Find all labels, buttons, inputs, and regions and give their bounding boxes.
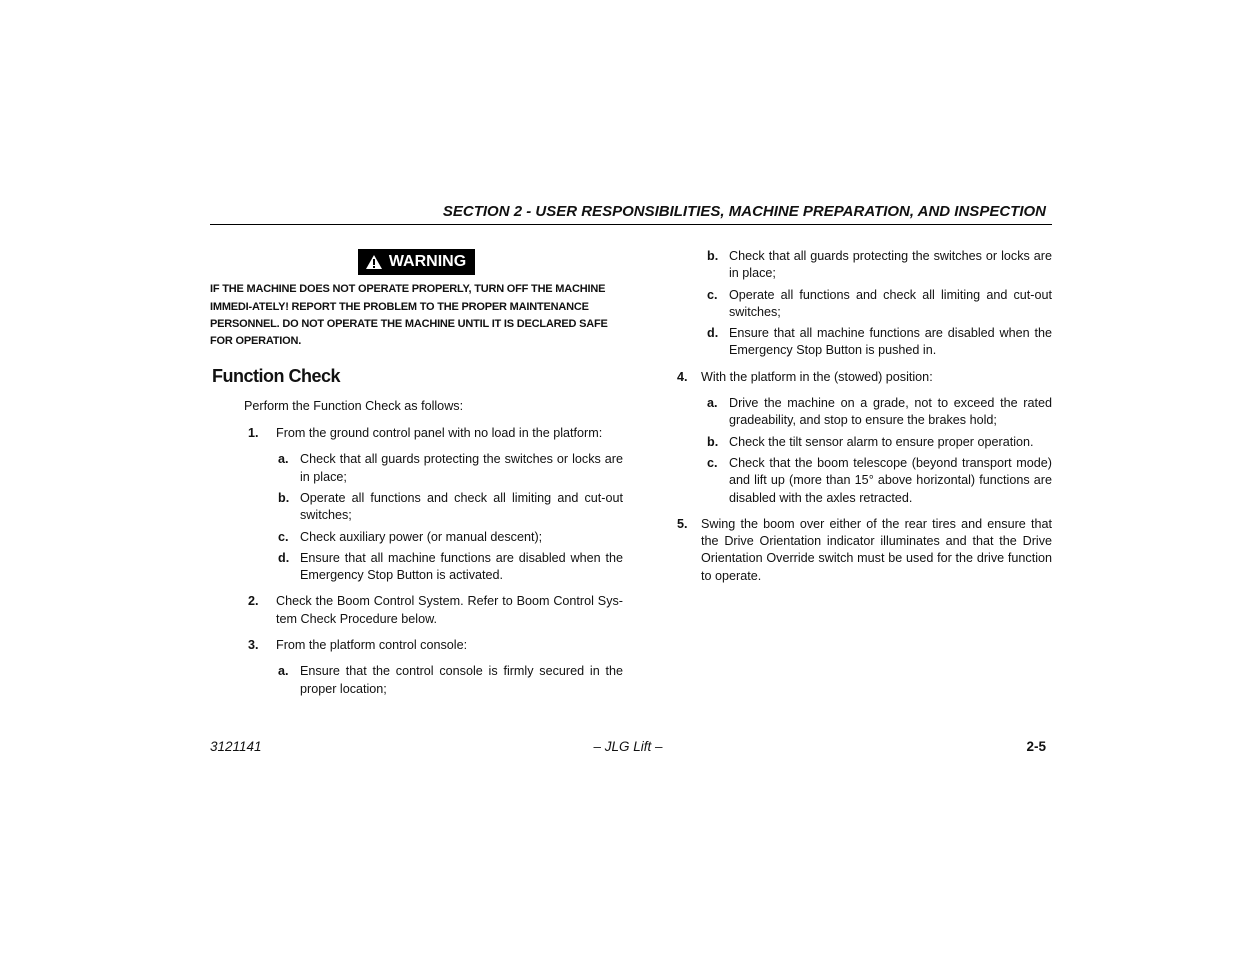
page-footer [210,739,1046,759]
substep [210,529,623,546]
substep-letter: c. [278,529,289,544]
substep-text: Drive the machine on a grade, not to exceed the rated gradeability, and stop to ensure the brakes hold; [729,396,1052,428]
substep-letter: d. [707,326,719,341]
substep [677,287,1052,322]
footer-brand: – JLG Lift – [593,739,663,754]
step-number: 5. [677,516,688,531]
substep-text: Ensure that all machine functions are disabled when the Emergency Stop Button is activated. [300,550,623,583]
step-number: 2. [248,594,259,609]
step-text: Check the Boom Control System. Refer to Boom Control Sys-tem Check Procedure below. [276,594,623,626]
intro-text: Perform the Function Check as follows: [244,398,464,413]
right-column [677,248,1052,594]
substep [210,490,623,525]
substep-letter: a. [278,452,289,467]
step-1-substeps [210,451,623,584]
substep-text: Check the tilt sensor alarm to ensure proper operation. [729,434,1034,449]
substep-letter: c. [707,287,718,302]
warning-label: WARNING [388,253,467,271]
step-text: From the ground control panel with no load in the platform: [276,426,603,441]
step-4 [677,369,1052,386]
step-2 [210,593,623,628]
step-3-substeps-right [677,248,1052,360]
substep-letter: b. [278,490,290,505]
substep [210,451,623,486]
step-number: 1. [248,426,259,441]
warning-triangle-icon [365,254,383,270]
substep-text: Operate all functions and check all limiting and cut-out switches; [300,490,623,523]
section-header [210,203,1052,225]
warning-badge [358,249,475,275]
substep [210,663,623,698]
step-3 [210,637,623,654]
left-column [210,248,623,707]
step-text: From the platform control console: [276,638,468,653]
step-text: With the platform in the (stowed) position: [701,369,933,384]
substep [677,248,1052,283]
substep-letter: b. [707,249,719,263]
step-1 [210,425,623,442]
substep-letter: a. [278,664,289,679]
substep-text: Check that all guards protecting the switches or locks are in place; [729,249,1052,281]
step-3-substeps-left [210,663,623,698]
substep [210,550,623,585]
substep-text: Check that all guards protecting the switches or locks are in place; [300,452,623,484]
substep-letter: a. [707,396,718,411]
document-number: 3121141 [210,739,262,754]
substep-letter: c. [707,455,718,470]
step-4-substeps [677,395,1052,507]
substep [677,434,1052,451]
page-number: 2-5 [1026,739,1046,754]
warning-text: IF THE MACHINE DOES NOT OPERATE PROPERLY, TURN OFF THE MACHINE IMMEDI-ATELY! REPORT THE PROBLEM TO THE PROPER MAINTENANCE PERSONNEL. DO NOT OPERATE THE MACHINE UNTIL IT IS DECLARED SAFE FOR OPERATION. [210,283,608,348]
substep-text: Ensure that all machine functions are disabled when the Emergency Stop Button is pushed in. [729,326,1052,358]
step-5 [677,516,1052,585]
substep-text: Check that the boom telescope (beyond transport mode) and lift up (more than 15° above horizontal) functions are disabled with the axles retracted. [729,455,1052,505]
warning-box [210,249,623,275]
step-number: 3. [248,638,259,653]
substep [677,395,1052,430]
substep-text: Check auxiliary power (or manual descent); [300,529,543,544]
substep [677,455,1052,507]
substep-letter: d. [278,550,290,565]
substep [677,325,1052,360]
step-number: 4. [677,369,688,384]
section-header-title: SECTION 2 - USER RESPONSIBILITIES, MACHINE PREPARATION, AND INSPECTION [442,203,1046,220]
section-title: Function Check [212,366,341,387]
substep-text: Operate all functions and check all limiting and cut-out switches; [729,287,1052,319]
substep-letter: b. [707,434,719,449]
substep-text: Ensure that the control console is firmly secured in the proper location; [300,664,623,696]
step-text: Swing the boom over either of the rear tires and ensure that the Drive Orientation indicator illuminates and that the Drive Orientation Override switch must be used for the drive function to operate. [701,516,1052,583]
